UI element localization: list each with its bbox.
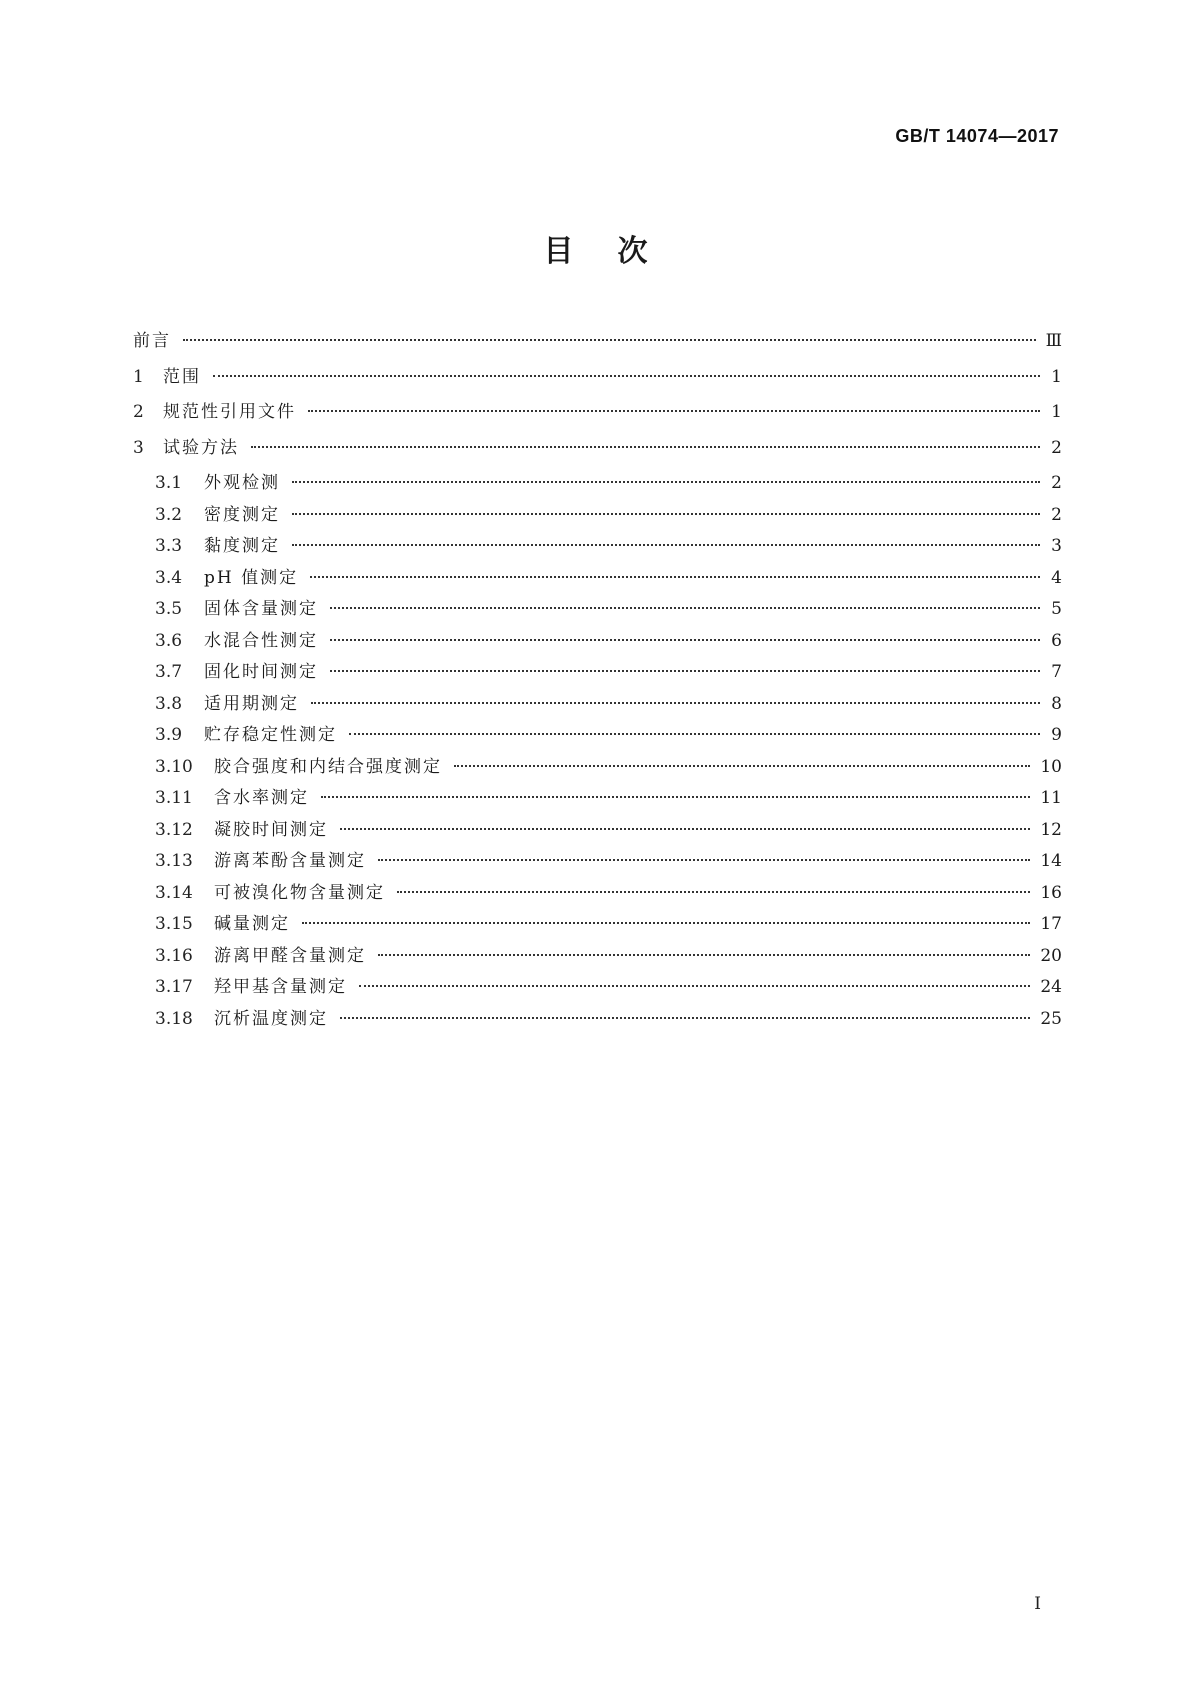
toc-entry-label: 黏度测定 <box>204 536 280 556</box>
toc-entry[interactable] <box>133 397 1062 433</box>
toc-entry-page: Ⅲ <box>1045 331 1062 351</box>
dot-leader <box>302 922 1030 924</box>
toc-entry-label: 固体含量测定 <box>204 599 318 619</box>
toc-entry[interactable] <box>133 433 1062 469</box>
dot-leader <box>292 513 1040 515</box>
page-number: I <box>1034 1594 1041 1614</box>
toc-entry-number: 3.7 <box>155 662 183 682</box>
toc-entry[interactable] <box>133 563 1062 595</box>
dot-leader <box>330 639 1040 641</box>
toc-entry-page: 10 <box>1040 756 1062 777</box>
toc-entry-number: 3.4 <box>155 567 183 588</box>
toc-entry-page: 12 <box>1040 819 1062 840</box>
toc-entry-label: 碱量测定 <box>214 914 290 934</box>
toc-entry-label: 范围 <box>163 366 201 387</box>
dot-leader <box>330 670 1040 672</box>
toc-entry[interactable] <box>133 500 1062 532</box>
dot-leader <box>340 1017 1030 1019</box>
toc-entry[interactable] <box>133 783 1062 815</box>
dot-leader <box>397 891 1030 893</box>
toc-entry[interactable] <box>133 531 1062 563</box>
toc-entry-label: 试验方法 <box>163 437 239 458</box>
toc-entry-number: 3.5 <box>155 599 183 619</box>
toc-entry-page: 6 <box>1051 630 1062 651</box>
toc-entry-number: 3.11 <box>155 788 193 808</box>
toc-entry[interactable] <box>133 752 1062 784</box>
dot-leader <box>183 339 1036 341</box>
toc-entry-label: 胶合强度和内结合强度测定 <box>214 756 442 777</box>
toc-entry-number: 3.10 <box>155 756 193 777</box>
dot-leader <box>310 576 1040 578</box>
toc-entry[interactable] <box>133 468 1062 500</box>
toc-entry-label: 固化时间测定 <box>204 662 318 682</box>
dot-leader <box>308 410 1040 412</box>
toc-entry-page: 20 <box>1040 945 1062 966</box>
toc-entry-page: 1 <box>1051 366 1062 387</box>
toc-entry-number: 3.1 <box>155 473 183 493</box>
toc-entry-page: 24 <box>1040 977 1062 997</box>
dot-leader <box>359 985 1030 987</box>
standard-code: GB/T 14074—2017 <box>895 126 1059 146</box>
dot-leader <box>213 375 1040 377</box>
toc-entry[interactable] <box>133 1004 1062 1036</box>
toc-entry-number: 3.2 <box>155 504 183 525</box>
toc-entry-page: 4 <box>1051 567 1062 588</box>
toc-entry-page: 14 <box>1040 851 1062 871</box>
toc-entry[interactable] <box>133 941 1062 973</box>
toc-entry-label: 外观检测 <box>204 473 280 493</box>
toc-entry-page: 2 <box>1051 504 1062 525</box>
toc-entry-number: 3.9 <box>155 725 183 745</box>
toc-entry-number: 3.12 <box>155 819 193 840</box>
toc-entry-number: 3.14 <box>155 882 193 903</box>
toc-entry-label: 可被溴化物含量测定 <box>214 882 385 903</box>
toc-entry-label: 密度测定 <box>204 504 280 525</box>
dot-leader <box>292 481 1040 483</box>
toc-entry[interactable] <box>133 657 1062 689</box>
toc-entry-page: 2 <box>1051 437 1062 458</box>
toc-entry-page: 11 <box>1040 788 1062 808</box>
toc-entry-page: 7 <box>1051 662 1062 682</box>
toc-entry-page: 17 <box>1040 914 1062 934</box>
toc-entry-page: 2 <box>1051 473 1062 493</box>
dot-leader <box>378 954 1030 956</box>
toc-entry[interactable] <box>133 689 1062 721</box>
toc-entry-page: 9 <box>1051 725 1062 745</box>
toc-entry[interactable] <box>133 909 1062 941</box>
toc-entry-label: 前言 <box>133 331 171 351</box>
dot-leader <box>378 859 1030 861</box>
toc-entry-page: 16 <box>1040 882 1062 903</box>
toc-entry[interactable] <box>133 846 1062 878</box>
toc-entry[interactable] <box>133 720 1062 752</box>
toc-entry-label: pH 值测定 <box>204 567 299 588</box>
toc-entry-number: 3.15 <box>155 914 193 934</box>
toc-entry-number: 3.6 <box>155 630 183 651</box>
table-of-contents <box>133 326 1062 1035</box>
toc-entry-page: 5 <box>1051 599 1062 619</box>
page-title: 目次 <box>543 234 692 269</box>
toc-entry-number: 2 <box>133 402 144 422</box>
toc-entry[interactable] <box>133 878 1062 910</box>
toc-entry-label: 凝胶时间测定 <box>214 819 328 840</box>
toc-entry-page: 1 <box>1051 402 1062 422</box>
toc-entry-number: 1 <box>133 366 144 387</box>
toc-entry-page: 8 <box>1051 693 1062 714</box>
toc-entry-page: 3 <box>1051 536 1062 556</box>
dot-leader <box>330 607 1040 609</box>
toc-entry[interactable] <box>133 326 1062 362</box>
dot-leader <box>292 544 1040 546</box>
toc-entry-number: 3.17 <box>155 977 193 997</box>
dot-leader <box>349 733 1040 735</box>
toc-entry[interactable] <box>133 972 1062 1004</box>
dot-leader <box>454 765 1030 767</box>
toc-entry-label: 贮存稳定性测定 <box>204 725 337 745</box>
toc-entry[interactable] <box>133 815 1062 847</box>
toc-entry-label: 适用期测定 <box>204 693 299 714</box>
toc-entry-label: 沉析温度测定 <box>214 1008 328 1029</box>
toc-entry[interactable] <box>133 626 1062 658</box>
dot-leader <box>311 702 1040 704</box>
toc-entry-label: 游离甲醛含量测定 <box>214 945 366 966</box>
toc-entry-label: 游离苯酚含量测定 <box>214 851 366 871</box>
toc-entry-label: 羟甲基含量测定 <box>214 977 347 997</box>
toc-entry-page: 25 <box>1040 1008 1062 1029</box>
toc-entry-number: 3.8 <box>155 693 183 714</box>
toc-entry-label: 含水率测定 <box>214 788 309 808</box>
dot-leader <box>251 446 1040 448</box>
toc-entry[interactable] <box>133 362 1062 398</box>
dot-leader <box>340 828 1030 830</box>
dot-leader <box>321 796 1030 798</box>
toc-entry-number: 3.3 <box>155 536 183 556</box>
toc-entry-number: 3 <box>133 437 144 458</box>
toc-entry[interactable] <box>133 594 1062 626</box>
toc-entry-label: 规范性引用文件 <box>163 402 296 422</box>
toc-entry-number: 3.16 <box>155 945 193 966</box>
toc-entry-label: 水混合性测定 <box>204 630 318 651</box>
toc-entry-number: 3.18 <box>155 1008 193 1029</box>
toc-entry-number: 3.13 <box>155 851 193 871</box>
